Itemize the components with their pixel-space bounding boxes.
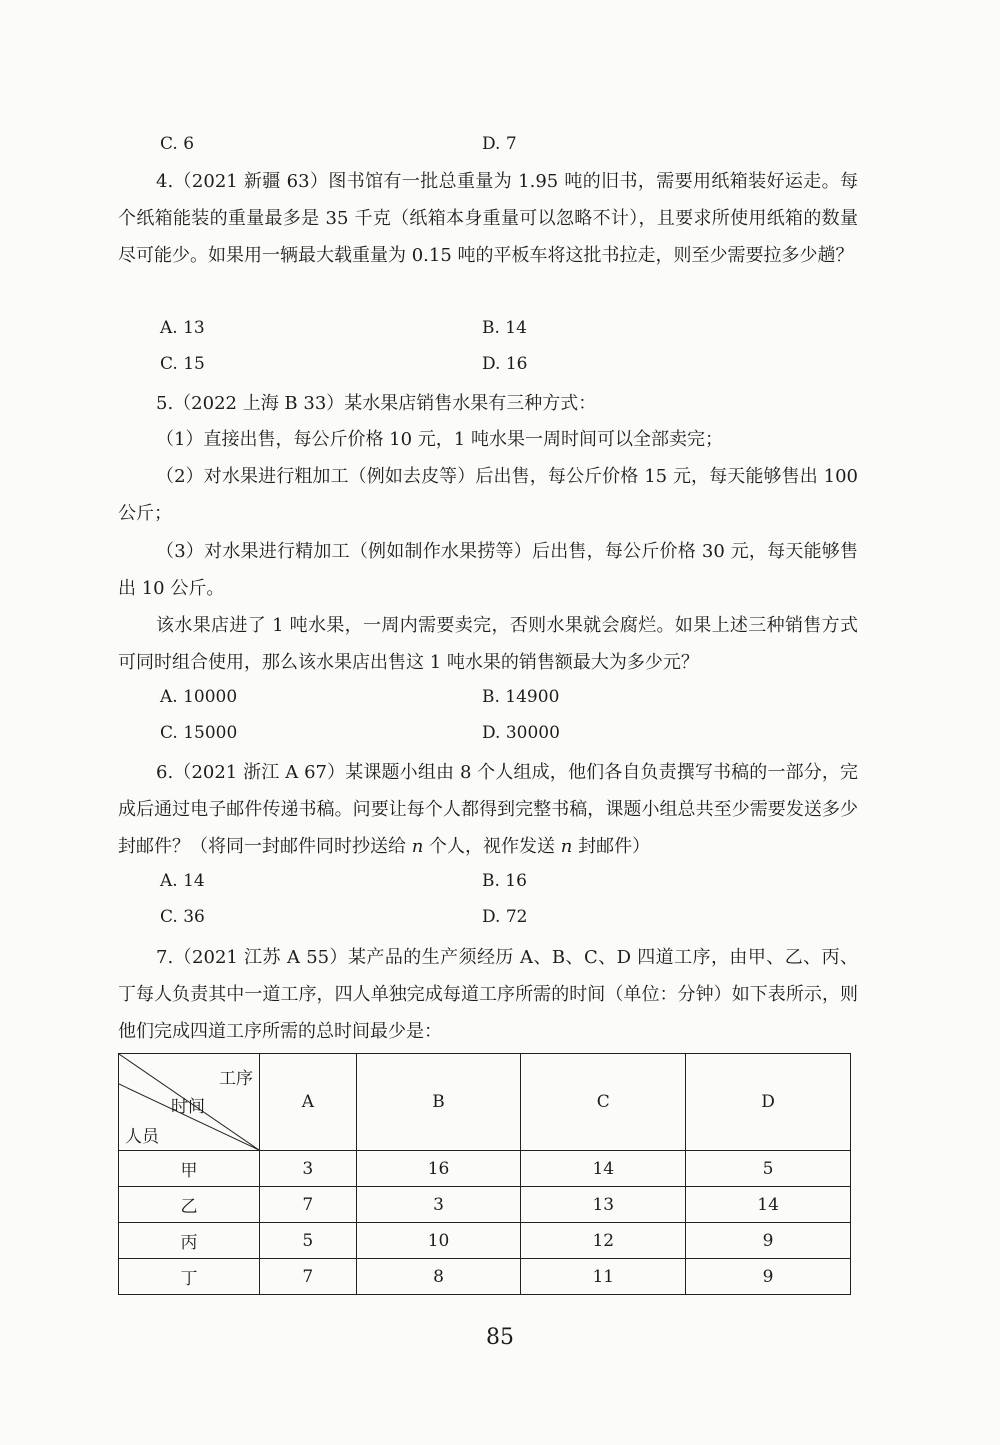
q6-options-row-2 (160, 901, 860, 935)
q6-text-part-2: 个人，视作发送 (423, 836, 561, 857)
corner-label-person: 人员 (125, 1127, 159, 1147)
column-header-b: B (356, 1054, 521, 1151)
q6-var-n-2: n (560, 836, 573, 857)
table-corner-cell (119, 1054, 260, 1151)
table-row (119, 1187, 851, 1223)
q5-option-a: A. 10000 (160, 687, 238, 707)
q4-option-d: D. 16 (482, 354, 528, 374)
q5-question: 该水果店进了 1 吨水果，一周内需要卖完，否则水果就会腐烂。如果上述三种销售方式可同时组合使用，那么该水果店出售这 1 吨水果的销售额最大为多少元？ (118, 615, 858, 673)
table-row (119, 1223, 851, 1259)
q5-options-row-2 (160, 717, 860, 751)
table-header-row (119, 1054, 851, 1151)
table-cell: 11 (521, 1259, 686, 1295)
q5-method-3: （3）对水果进行精加工（例如制作水果捞等）后出售，每公斤价格 30 元，每天能够售出 10 公斤。 (118, 541, 858, 599)
table-cell: 5 (686, 1151, 851, 1187)
q4-option-b: B. 14 (482, 318, 527, 338)
q5-method-2: （2）对水果进行粗加工（例如去皮等）后出售，每公斤价格 15 元，每天能够售出 100 公斤； (118, 466, 858, 524)
table-cell: 14 (521, 1151, 686, 1187)
table-cell: 7 (260, 1187, 357, 1223)
q6-var-n-1: n (411, 836, 424, 857)
q4-options-row-1 (160, 312, 860, 346)
q6-text-part-1: 6.（2021 浙江 A 67）某课题小组由 8 个人组成，他们各自负责撰写书稿的一部分，完成后通过电子邮件传递书稿。问要让每个人都得到完整书稿，课题小组总共至少需要发送多少封邮件？（将同一封邮件同时抄送给 (118, 762, 858, 857)
table-cell: 9 (686, 1259, 851, 1295)
table-cell: 8 (356, 1259, 521, 1295)
q5-option-b: B. 14900 (482, 687, 560, 707)
q6-option-b: B. 16 (482, 871, 527, 891)
table-cell: 14 (686, 1187, 851, 1223)
corner-label-process: 工序 (219, 1069, 253, 1089)
q5-method-1: （1）直接出售，每公斤价格 10 元，1 吨水果一周时间可以全部卖完； (156, 429, 723, 450)
question-6-text (118, 754, 858, 865)
q4-option-c: C. 15 (160, 354, 205, 374)
q4-options-row-2 (160, 348, 860, 382)
page-number: 85 (486, 1325, 514, 1350)
table-cell: 13 (521, 1187, 686, 1223)
table-cell: 16 (356, 1151, 521, 1187)
prev-options-row (160, 128, 860, 162)
option-d: D. 7 (482, 134, 517, 154)
question-4-text: 4.（2021 新疆 63）图书馆有一批总重量为 1.95 吨的旧书，需要用纸箱装好运走。每个纸箱能装的重量最多是 35 千克（纸箱本身重量可以忽略不计），且要求所使用纸箱的数量尽可能少。如果用一辆最大载重量为 0.15 吨的平板车将这批书拉走，则至少需要拉多少趟？ (118, 171, 858, 266)
row-person: 丁 (119, 1259, 260, 1295)
table-cell: 9 (686, 1223, 851, 1259)
row-person: 乙 (119, 1187, 260, 1223)
table-cell: 10 (356, 1223, 521, 1259)
q5-option-d: D. 30000 (482, 723, 560, 743)
option-c: C. 6 (160, 134, 195, 154)
column-header-c: C (521, 1054, 686, 1151)
table-row (119, 1151, 851, 1187)
row-person: 甲 (119, 1151, 260, 1187)
question-5-intro: 5.（2022 上海 B 33）某水果店销售水果有三种方式： (156, 393, 597, 414)
corner-label-time: 时间 (171, 1097, 205, 1117)
table-cell: 3 (356, 1187, 521, 1223)
q5-options-row-1 (160, 681, 860, 715)
q6-options-row-1 (160, 865, 860, 899)
table-cell: 3 (260, 1151, 357, 1187)
q6-option-c: C. 36 (160, 907, 205, 927)
table-cell: 12 (521, 1223, 686, 1259)
column-header-d: D (686, 1054, 851, 1151)
question-7-text: 7.（2021 江苏 A 55）某产品的生产须经历 A、B、C、D 四道工序，由甲、乙、丙、丁每人负责其中一道工序，四人单独完成每道工序所需的时间（单位：分钟）如下表所示，则他们完成四道工序所需的总时间最少是： (118, 947, 858, 1042)
q6-text-part-3: 封邮件） (572, 836, 651, 857)
table-cell: 7 (260, 1259, 357, 1295)
q6-option-d: D. 72 (482, 907, 528, 927)
column-header-a: A (260, 1054, 357, 1151)
row-person: 丙 (119, 1223, 260, 1259)
q5-option-c: C. 15000 (160, 723, 238, 743)
table-cell: 5 (260, 1223, 357, 1259)
q6-option-a: A. 14 (160, 871, 205, 891)
q4-option-a: A. 13 (160, 318, 205, 338)
q7-time-table (118, 1053, 851, 1295)
table-row (119, 1259, 851, 1295)
